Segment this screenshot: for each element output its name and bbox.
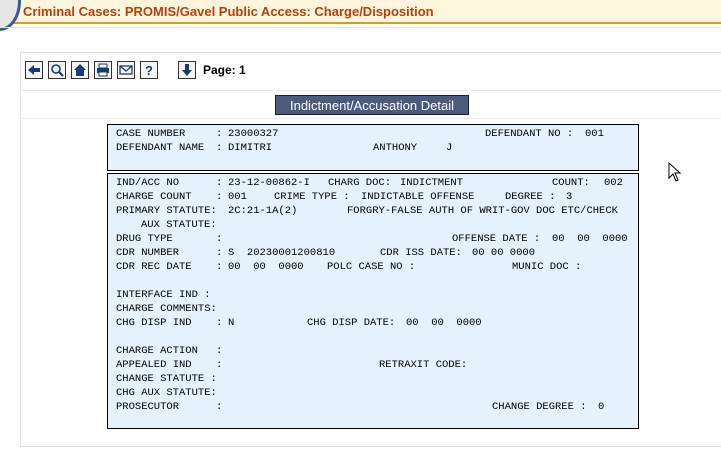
toolbar [25, 59, 246, 81]
crime-type-label: CRIME TYPE : [274, 191, 350, 203]
page-title: Criminal Cases: PROMIS/Gavel Public Access: Charge/Disposition [23, 4, 434, 19]
chg-aux-statute-label: CHG AUX STATUTE: [116, 387, 217, 399]
case-info-box [107, 124, 639, 171]
aux-statute-label: AUX STATUTE: [141, 219, 217, 231]
zoom-icon[interactable] [48, 61, 66, 79]
colon: : [216, 233, 223, 245]
offense-date-label: OFFENSE DATE : [452, 233, 541, 245]
degree-value: 3 [566, 191, 573, 203]
primary-statute-label: PRIMARY STATUTE: [116, 205, 217, 217]
arrow-down-icon[interactable] [178, 61, 196, 79]
change-statute-label: CHANGE STATUTE : [116, 373, 217, 385]
primary-statute-description: FORGRY-FALSE AUTH OF WRIT-GOV DOC ETC/CHECK [347, 205, 618, 217]
ind-acc-no-value: 23-12-00862-I [228, 177, 310, 189]
chg-disp-ind-value: N [228, 317, 235, 329]
mail-icon[interactable] [117, 61, 135, 79]
toolbar-divider [20, 90, 721, 91]
chg-disp-ind-label: CHG DISP IND [116, 317, 192, 329]
defendant-middle-initial: J [446, 142, 453, 154]
colon: : [216, 401, 223, 413]
defendant-no-value: 001 [585, 128, 604, 140]
cdr-rec-date-value: 00 00 0000 [228, 261, 304, 273]
charge-detail-box [107, 173, 639, 429]
polc-case-no-label: POLC CASE NO : [327, 261, 416, 273]
cdr-iss-date-label: CDR ISS DATE: [380, 247, 462, 259]
defendant-name-label: DEFENDANT NAME [116, 142, 205, 154]
colon: : [216, 317, 223, 329]
crime-type-value: INDICTABLE OFFENSE [361, 191, 475, 203]
primary-statute-value: 2C:21-1A(2) [228, 205, 298, 217]
charg-doc-value: INDICTMENT [400, 177, 464, 189]
defendant-no-label: DEFENDANT NO : [485, 128, 574, 140]
charge-action-label: CHARGE ACTION [116, 345, 198, 357]
colon: : [216, 191, 223, 203]
offense-date-value: 00 00 0000 [552, 233, 628, 245]
appealed-ind-label: APPEALED IND [116, 359, 192, 371]
mouse-cursor-icon [668, 162, 682, 187]
colon: : [216, 261, 223, 273]
prosecutor-label: PROSECUTOR [116, 401, 180, 413]
colon: : [216, 177, 223, 189]
colon: : [216, 142, 223, 154]
change-degree-label: CHANGE DEGREE : [492, 401, 587, 413]
cdr-rec-date-label: CDR REC DATE [116, 261, 192, 273]
ind-acc-no-label: IND/ACC NO [116, 177, 180, 189]
colon: : [216, 247, 223, 259]
svg-text:?: ? [145, 63, 153, 77]
defendant-last-name: DIMITRI [228, 142, 273, 154]
charge-count-label: CHARGE COUNT [116, 191, 192, 203]
retraxit-code-label: RETRAXIT CODE: [379, 359, 468, 371]
help-icon[interactable] [140, 61, 158, 79]
munic-doc-label: MUNIC DOC : [512, 261, 582, 273]
interface-ind-label: INTERFACE IND : [116, 289, 211, 301]
case-number-label: CASE NUMBER [116, 128, 186, 140]
chg-disp-date-value: 00 00 0000 [406, 317, 482, 329]
change-degree-value: 0 [598, 401, 605, 413]
cdr-number-value: S 20230001200810 [228, 247, 336, 259]
charge-comments-label: CHARGE COMMENTS: [116, 303, 217, 315]
drug-type-label: DRUG TYPE [116, 233, 173, 245]
section-divider [20, 118, 721, 119]
cdr-iss-date-value: 00 00 0000 [472, 247, 536, 259]
header-divider [0, 27, 721, 28]
app-header [0, 0, 721, 24]
page-indicator: Page: 1 [203, 63, 246, 77]
count-label: COUNT: [552, 177, 590, 189]
count-value: 002 [604, 177, 623, 189]
home-icon[interactable] [71, 61, 89, 79]
print-icon[interactable] [94, 61, 112, 79]
charg-doc-label: CHARG DOC: [328, 177, 392, 189]
back-icon[interactable] [25, 61, 43, 79]
cdr-number-label: CDR NUMBER [116, 247, 180, 259]
colon: : [216, 359, 223, 371]
colon: : [216, 345, 223, 357]
case-number-value: 23000327 [228, 128, 279, 140]
colon: : [216, 128, 223, 140]
defendant-first-name: ANTHONY [373, 142, 418, 154]
charge-count-value: 001 [228, 191, 247, 203]
section-title: Indictment/Accusation Detail [275, 95, 469, 115]
degree-label: DEGREE : [505, 191, 556, 203]
chg-disp-date-label: CHG DISP DATE: [307, 317, 396, 329]
